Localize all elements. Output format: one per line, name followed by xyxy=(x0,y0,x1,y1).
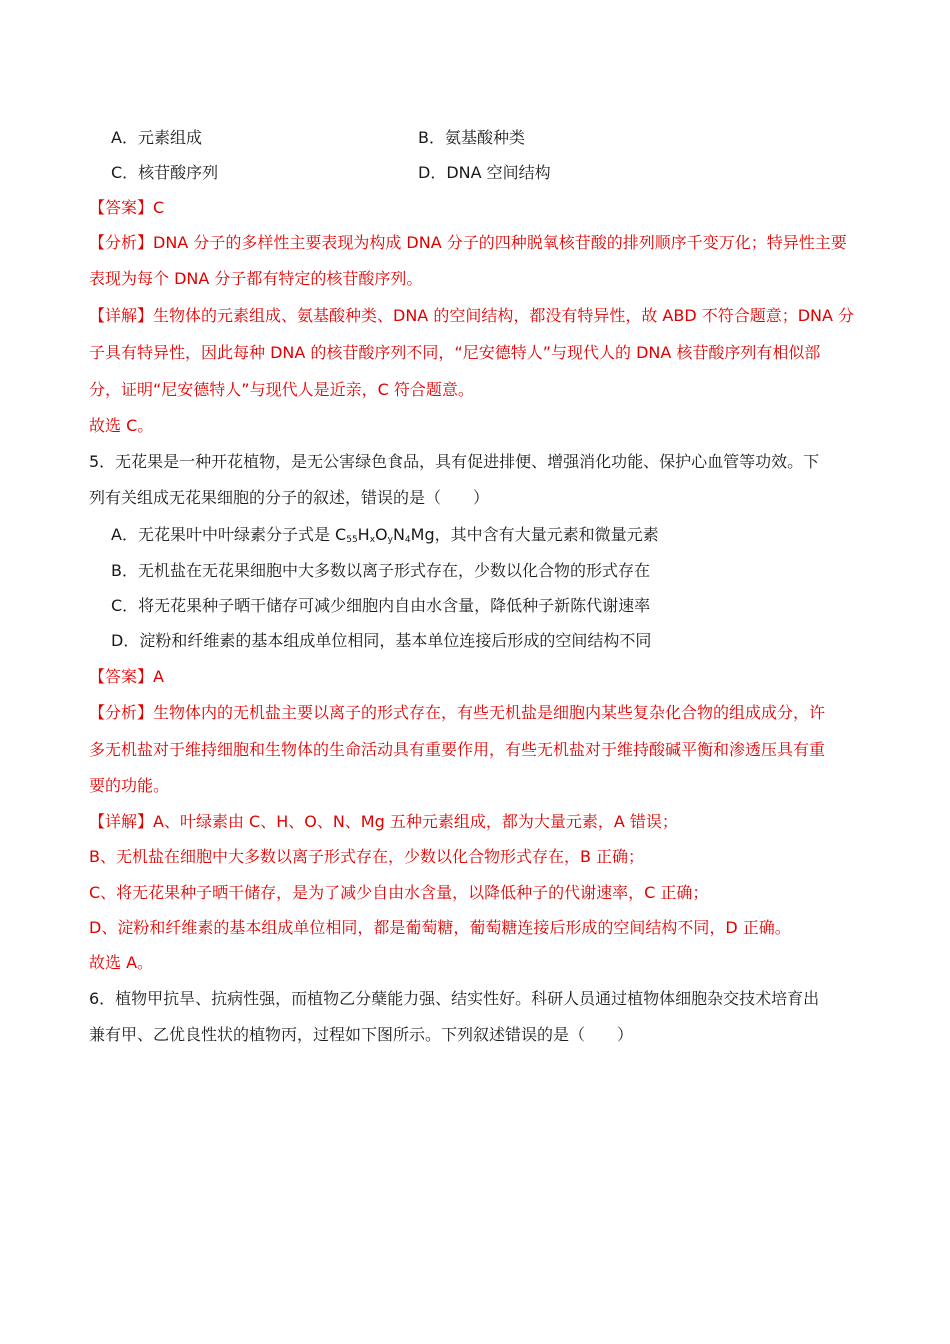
q4-detail-line-1: 【详解】生物体的元素组成、氨基酸种类、DNA 的空间结构，都没有特异性，故 ABD 不符合题意；DNA 分 xyxy=(89,306,855,325)
q4-conclusion: 故选 C。 xyxy=(89,416,154,435)
q4-answer: 【答案】C xyxy=(89,198,165,217)
q5-option-b: B．无机盐在无花果细胞中大多数以离子形式存在，少数以化合物的形式存在 xyxy=(111,561,650,580)
q4-option-d: D．DNA 空间结构 xyxy=(418,163,551,182)
q5-detail-line-3: C、将无花果种子晒干储存，是为了减少自由水含量，以降低种子的代谢速率，C 正确； xyxy=(89,883,709,902)
q5-analysis-line-2: 多无机盐对于维持细胞和生物体的生命活动具有重要作用，有些无机盐对于维持酸碱平衡和渗透压具有重 xyxy=(89,740,826,759)
q5-analysis-line-3: 要的功能。 xyxy=(89,776,170,795)
formula-h: H xyxy=(357,525,370,544)
q4-detail-line-2: 子具有特异性，因此每种 DNA 的核苷酸序列不同，“尼安德特人”与现代人的 DNA 核苷酸序列有相似部 xyxy=(89,343,821,362)
q4-option-a: A．元素组成 xyxy=(111,128,202,147)
q5-option-d: D．淀粉和纤维素的基本组成单位相同，基本单位连接后形成的空间结构不同 xyxy=(111,631,652,650)
q6-stem-line-1: 6．植物甲抗旱、抗病性强，而植物乙分蘖能力强、结实性好。科研人员通过植物体细胞杂交技术培育出 xyxy=(89,989,820,1008)
q5-detail-line-1: 【详解】A、叶绿素由 C、H、O、N、Mg 五种元素组成，都为大量元素，A 错误； xyxy=(89,812,678,831)
q5-answer: 【答案】A xyxy=(89,667,164,686)
q5-option-c: C．将无花果种子晒干储存可减少细胞内自由水含量，降低种子新陈代谢速率 xyxy=(111,596,651,615)
q5-conclusion: 故选 A。 xyxy=(89,953,154,972)
q5-analysis-line-1: 【分析】生物体内的无机盐主要以离子的形式存在，有些无机盐是细胞内某些复杂化合物的组成成分，许 xyxy=(89,703,826,722)
q5-stem-line-1: 5．无花果是一种开花植物，是无公害绿色食品，具有促进排便、增强消化功能、保护心血管等功效。下 xyxy=(89,452,820,471)
q4-detail-line-3: 分，证明“尼安德特人”与现代人是近亲，C 符合题意。 xyxy=(89,380,474,399)
q5-detail-line-4: D、淀粉和纤维素的基本组成单位相同，都是葡萄糖，葡萄糖连接后形成的空间结构不同，D 正确。 xyxy=(89,918,791,937)
q4-analysis-line-1: 【分析】DNA 分子的多样性主要表现为构成 DNA 分子的四种脱氧核苷酸的排列顺序千变万化；特异性主要 xyxy=(89,233,847,252)
formula-o: O xyxy=(375,525,388,544)
q5-option-a xyxy=(111,525,659,545)
q4-option-b: B．氨基酸种类 xyxy=(418,128,525,147)
formula-sub-4: 4 xyxy=(404,535,411,545)
q5-option-a-prefix: A．无花果叶中叶绿素分子式是 C xyxy=(111,525,347,544)
q4-option-c: C．核苷酸序列 xyxy=(111,163,219,182)
q4-analysis-line-2: 表现为每个 DNA 分子都有特定的核苷酸序列。 xyxy=(89,269,423,288)
q6-stem-line-2: 兼有甲、乙优良性状的植物丙，过程如下图所示。下列叙述错误的是（ ） xyxy=(89,1025,634,1044)
q5-option-a-suffix: ，其中含有大量元素和微量元素 xyxy=(434,525,659,544)
q5-stem-line-2: 列有关组成无花果细胞的分子的叙述，错误的是（ ） xyxy=(89,488,490,507)
formula-sub-1: 55 xyxy=(346,535,358,545)
formula-mg: Mg xyxy=(410,525,435,544)
formula-n: N xyxy=(392,525,405,544)
formula-sub-2: x xyxy=(369,535,376,545)
q5-detail-line-2: B、无机盐在细胞中大多数以离子形式存在，少数以化合物形式存在，B 正确； xyxy=(89,847,645,866)
formula-sub-3: y xyxy=(387,535,393,545)
